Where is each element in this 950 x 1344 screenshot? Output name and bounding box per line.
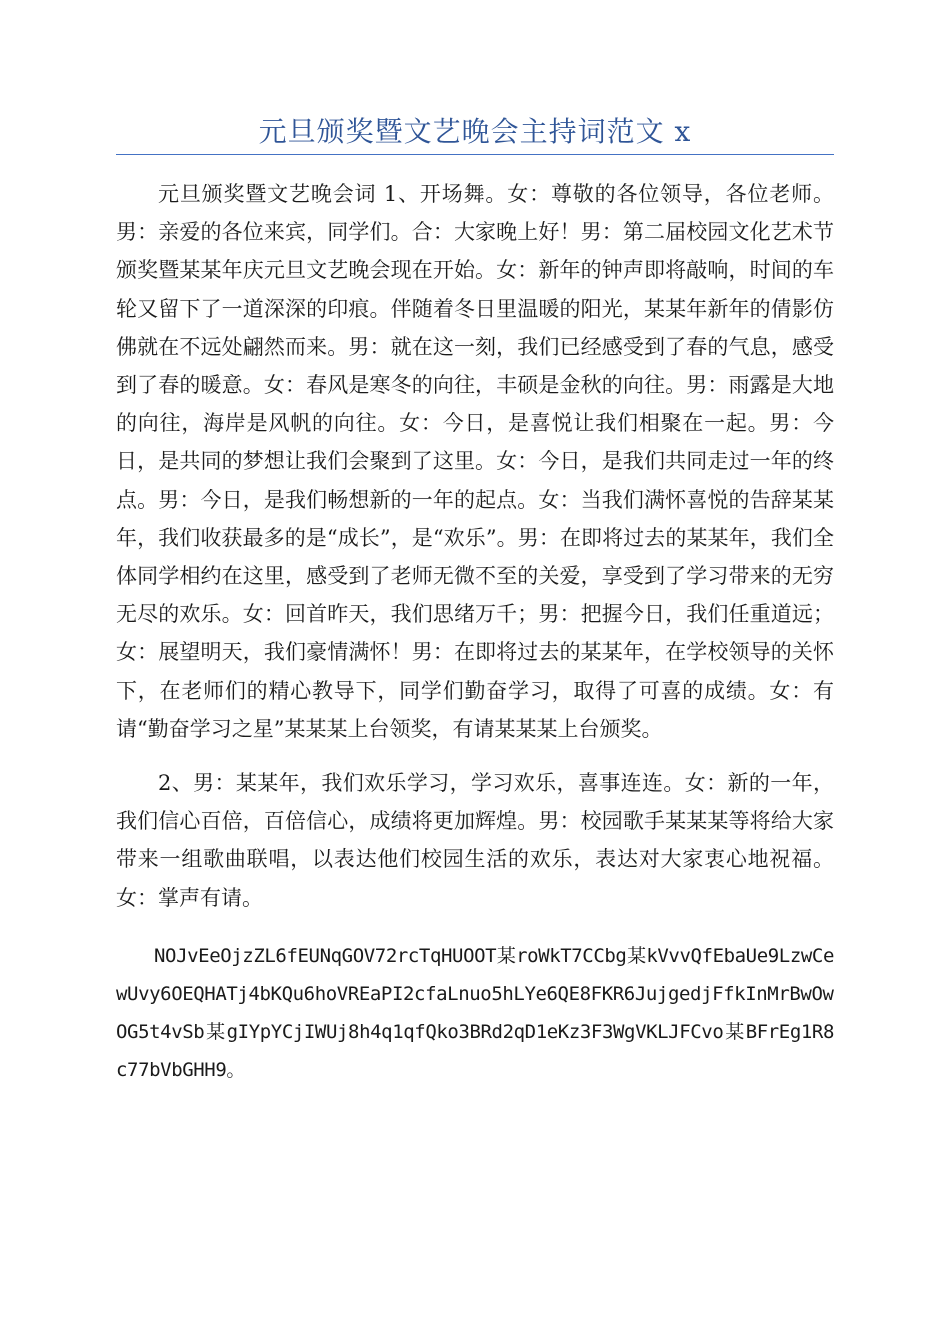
document-body xyxy=(116,175,834,1105)
body-paragraph-3: NOJvEeOjzZL6fEUNqGOV72rcTqHUOOT某roWkT7CCbg某kVvvQfEbaUe9LzwCewUvy6OEQHATj4bKQu6hoVREaPI2cfaLnuo5hLYe6QE8FKR6JujgedjFfkInMrBwOwOG5t4vSb某gIYpYCjIWUj8h4q1qfQko3BRd2qD1eKz3F3WgVKLJFCvo某BFrEg1R8c77bVbGHH9。 xyxy=(116,944,834,1081)
title-underline xyxy=(116,154,834,155)
body-paragraph-2: 2、男：某某年，我们欢乐学习，学习欢乐，喜事连连。女：新的一年，我们信心百倍，百倍信心，成绩将更加辉煌。男：校园歌手某某某等将给大家带来一组歌曲联唱，以表达他们校园生活的欢乐，表达对大家衷心地祝福。女：掌声有请。 xyxy=(116,771,834,910)
body-paragraph-1: 元旦颁奖暨文艺晚会词 1、开场舞。女：尊敬的各位领导，各位老师。男：亲爱的各位来宾，同学们。合：大家晚上好！男：第二届校园文化艺术节颁奖暨某某年庆元旦文艺晚会现在开始。女：新年的钟声即将敲响，时间的车轮又留下了一道深深的印痕。伴随着冬日里温暖的阳光，某某年新年的倩影仿佛就在不远处翩然而来。男：就在这一刻，我们已经感受到了春的气息，感受到了春的暖意。女：春风是寒冬的向往，丰硕是金秋的向往。男：雨露是大地的向往，海岸是风帆的向往。女：今日，是喜悦让我们相聚在一起。男：今日，是共同的梦想让我们会聚到了这里。女：今日，是我们共同走过一年的终点。男：今日，是我们畅想新的一年的起点。女：当我们满怀喜悦的告辞某某年，我们收获最多的是“成长”，是“欢乐”。男：在即将过去的某某年，我们全体同学相约在这里，感受到了老师无微不至的关爱，享受到了学习带来的无穷无尽的欢乐。女：回首昨天，我们思绪万千；男：把握今日，我们任重道远；女：展望明天，我们豪情满怀！男：在即将过去的某某年，在学校领导的关怀下，在老师们的精心教导下，同学们勤奋学习，取得了可喜的成绩。女：有请“勤奋学习之星”某某某上台领奖，有请某某某上台颁奖。 xyxy=(116,182,834,741)
document-title: 元旦颁奖暨文艺晚会主持词范文 x xyxy=(258,115,692,148)
